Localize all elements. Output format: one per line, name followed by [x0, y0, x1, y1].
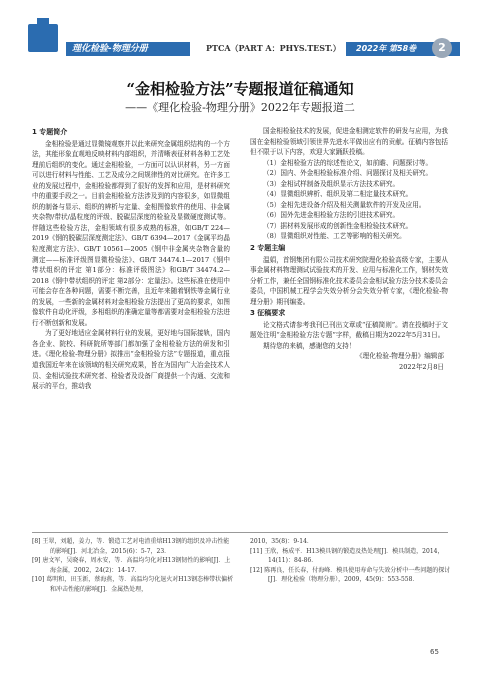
page-header	[0, 0, 480, 56]
reference-item: [12] 陈再良，任长春，付海峰．模具使用寿命与失效分析中一些问题的探讨[J]．理化检验（物理分册），2009，45(9)：553-558．	[250, 566, 451, 584]
right-column	[250, 126, 448, 373]
topic-item: （7）据材料发展形成的创新性金相检验技术研究。	[263, 221, 413, 230]
section-heading-intro: 1 专题简介	[32, 128, 68, 136]
topic-item: （6）国外先进金相检验方法的引进技术研究。	[263, 211, 400, 220]
topic-item: （4）显微组织辨析、组织及第二相定量技术研究。	[263, 190, 413, 199]
article-subtitle: ——《理化检验-物理分册》2022年专题报道二	[125, 101, 355, 114]
section-heading-editor: 2 专题主编	[250, 244, 286, 253]
topic-item: （8）显微组织对性能、工艺等影响的相关研究。	[263, 232, 406, 241]
reference-item: [8] 王翠，刘超，姜力，等．锻造工艺对电渣重熔H13钢的组织及冲击性能的影响[J]．河北冶金，2015(6)：5-7，23．	[32, 538, 230, 555]
left-column	[32, 126, 230, 392]
reference-item: 2010，35(8)：9-14．	[250, 538, 313, 545]
journal-english-title: PTCA（PART A：PHYS.TEST.）	[206, 43, 341, 53]
paragraph: 为了更好地适应金属材料行业的发展，更好地与国际接轨，国内各企业、院校、科研院所等部门都加强了金相检验方法的研发和引进。《理化检验-物理分册》拟推出“金相检验方法”专题报道，重点报道我国近年来在该领域的相关研究成果，旨在为国内广大冶金技术人员、金相试验技术研究者、检验者及设备厂商提供一个沟通、交流和展示的平台，推动我	[32, 329, 230, 391]
paragraph: 国金相检验技术的发展，促进金相测定软件的研发与应用，为我国在金相检验领域引领世界先进水平做出应有的贡献。征稿内容包括但不限于以下内容，欢迎大家踊跃投稿。	[250, 127, 448, 157]
closing-line: 期待您的来稿，感谢您的支持！	[263, 341, 356, 350]
references-left	[32, 537, 234, 595]
issue-number-badge: 2	[432, 38, 452, 58]
page-number: 65	[430, 648, 439, 656]
references-right	[250, 537, 452, 585]
references-divider	[32, 532, 448, 533]
topic-item: （1）金相检验方法的综述性论文，如前瞻、问题探讨等。	[263, 158, 433, 167]
topic-item: （5）金相先进设备介绍及相关测量软件的开发及应用。	[263, 200, 426, 209]
topic-item: （3）金相试样制备及组织显示方法技术研究。	[263, 179, 400, 188]
signature-editorial-office: 《理化检验-物理分册》编辑部	[356, 352, 444, 361]
journal-logo-icon	[28, 24, 58, 52]
paragraph: 金相检验是通过显微镜观察并以此来研究金属组织结构的一个方法，其能形象直观地反映材料内部组织，并清晰表征材料各种工艺处理前后组织的变化。通过金相检验，一方面可以认识材料，另一方面可以进行材料与性能、工艺及成分之间规律性的对比研究。在许多工业的发展过程中，金相检验都得到了很好的发挥和应用，是材料研究中的重要手段之一。目前金相检验方法涉及到的内容很多，如显微组织的制备与显示、组织的辨析与定量、金相图像软件的使用、非金属夹杂物/带状/晶粒度的评级、脱碳层深度的检验及显微硬度测试等。伴随这些检验方法，金相领域有很多成熟的标准，如GB/T 224—2019《钢的脱碳层深度测定法》、GB/T 6394—2017《金属平均晶粒度测定方法》、GB/T 10561—2005《钢中非金属夹杂物含量的测定——标准评级图显微检验法》、GB/T 34474.1—2017《钢中带状组织的评定 第1部分：标准评级图法》和GB/T 34474.2—2018《钢中带状组织的评定 第2部分：定量法》。这些标准在使用中可能会存在各种问题，需要不断完善，且近年来随着钢铁等金属行业的发展，一些新的金属材料对金相检验方法提出了更高的要求，如图像软件自动化评级，多相组织的准确定量等都需要对金相检验方法进行不断创新和发展。	[32, 139, 230, 327]
issue-banner: 2022年 第58卷	[346, 42, 460, 56]
reference-item: [10] 葛明和，田玉新，蔡海燕，等．高温均匀化退火对H13钢态棒带状偏析和冲击性能的影响[J]．金属热处理，	[32, 576, 234, 593]
paragraph: 论文格式请参考我刊已刊出文章或“征稿简则”。请在投稿时于文题处注明“金相检验方法专题”字样，截稿日期为2022年5月31日。	[250, 320, 448, 340]
section-heading-requirements: 3 征稿要求	[250, 309, 286, 318]
paragraph: 温娟，首钢集团有限公司技术研究院理化检验高级专家，主要从事金属材料物理测试试验技术的开发、应用与标准化工作，钢材失效分析工作，兼任全国钢标准化技术委员会金相试验方法分技术委员会委员，中国机械工程学会失效分析分会失效分析专家，《理化检验-物理分册》期刊编委。	[250, 255, 448, 306]
topic-item: （2）国内、外金相检验标准介绍、问题探讨及相关研究。	[263, 169, 433, 178]
reference-item: [11] 王欣，杨成平．H13模具钢的锻造及热处理[J]．模具制造，2014，14(11)：84-86．	[250, 547, 444, 565]
reference-item: [9] 唐文军，吴晓春，周永安，等．高温均匀化对H13钢韧性的影响[J]．上海金属，2002，24(2)：14-17．	[32, 557, 231, 574]
signature-date: 2022年2月8日	[399, 363, 444, 372]
article-title: “金相检验方法”专题报道征稿通知	[126, 80, 354, 98]
journal-name-banner: 理化检验-物理分册	[66, 42, 190, 56]
